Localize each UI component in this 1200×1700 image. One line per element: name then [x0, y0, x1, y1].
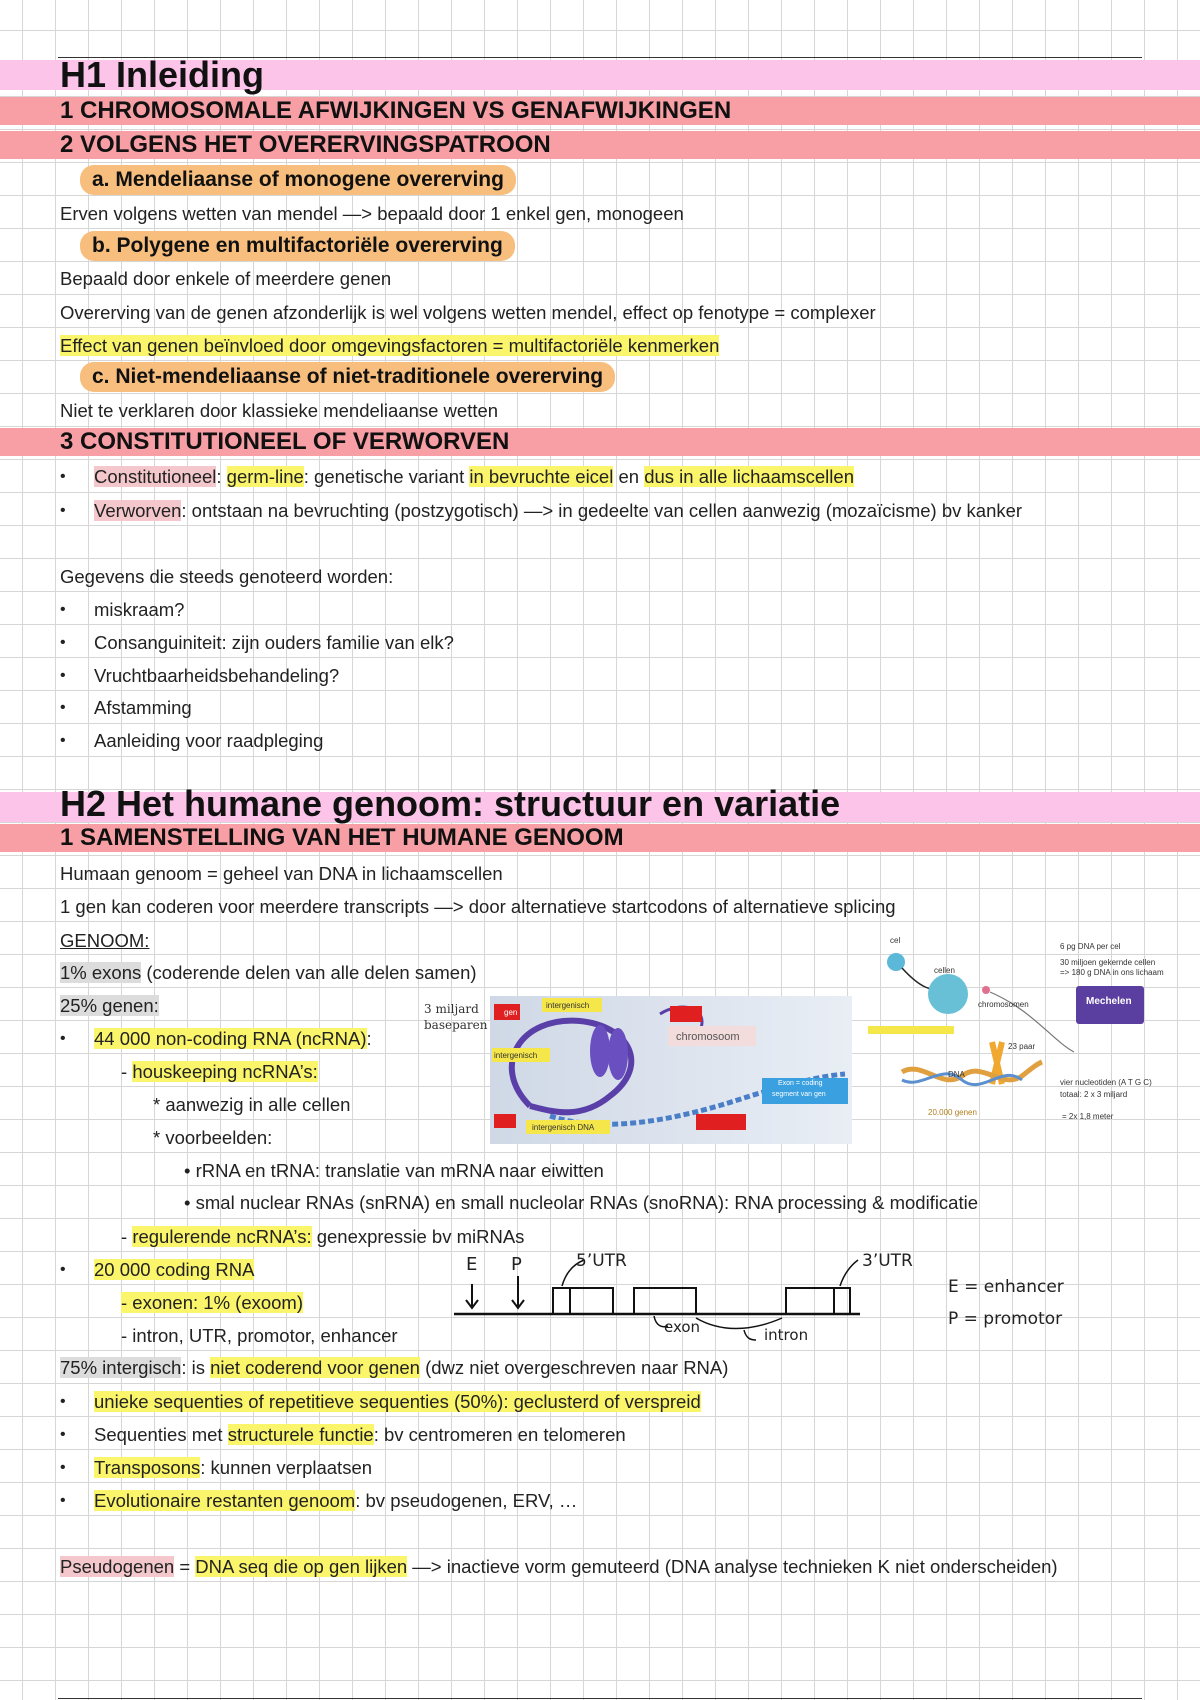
exons-line: 1% exons (coderende delen van alle delen samen) [60, 962, 477, 983]
figure-caption: baseparen [424, 1018, 488, 1032]
intergenic-tag: intergenisch [546, 1001, 590, 1010]
page-title-h2: H2 Het humane genoom: structuur en variatie [60, 783, 841, 824]
genes-label: 20.000 genen [928, 1108, 977, 1117]
gen-tag: gen [504, 1008, 518, 1017]
figure-caption: 3 miljard [424, 1002, 479, 1016]
bullet: • [60, 667, 66, 684]
bullet: • [60, 1459, 66, 1476]
bullet: • [60, 699, 66, 716]
section-heading-2: 2 VOLGENS HET OVERERVINGSPATROON [60, 131, 551, 158]
list-item: Afstamming [94, 697, 192, 718]
constitutioneel-line: Constitutioneel: germ-line: genetische variant in bevruchte eicel en dus in alle lichaamscellen [94, 466, 854, 487]
list-item: Consanguiniteit: zijn ouders familie van elk? [94, 632, 454, 653]
legend-enhancer: E = enhancer [948, 1277, 1064, 1297]
text-line [60, 333, 719, 359]
intron-label: intron [764, 1326, 809, 1344]
text-line: * aanwezig in alle cellen [153, 1094, 351, 1115]
text-line: Humaan genoom = geheel van DNA in lichaamscellen [60, 863, 503, 884]
highlight: in bevruchte eicel [469, 466, 614, 487]
pg-label: 6 pg DNA per cel [1060, 942, 1121, 951]
highlight: 20 000 coding RNA [94, 1259, 255, 1280]
intergenic-dna-tag: intergenisch DNA [532, 1123, 595, 1132]
ncrna-line: 44 000 non-coding RNA (ncRNA): [94, 1028, 372, 1049]
highlight: unieke sequenties of repetitieve sequenties (50%): geclusterd of verspreid [94, 1391, 701, 1412]
enhancer-mark: E [466, 1254, 478, 1275]
housekeeping-line: - houskeeping ncRNA’s: [121, 1061, 318, 1082]
highlight: dus in alle lichaamscellen [644, 466, 854, 487]
bullet: • [60, 502, 66, 519]
highlight: houskeeping ncRNA’s: [132, 1061, 318, 1082]
text-line: 1 gen kan coderen voor meerdere transcripts —> door alternatieve startcodons of alternatieve splicing [60, 896, 896, 917]
gegevens-title: Gegevens die steeds genoteerd worden: [60, 566, 394, 587]
meter-label: = 2x 1,8 meter [1062, 1112, 1114, 1121]
intergenisch-line: 75% intergisch: is niet coderend voor genen (dwz niet overgeschreven naar RNA) [60, 1357, 729, 1378]
bullet: • [60, 732, 66, 749]
bottom-rule [58, 1698, 1142, 1699]
highlight: niet coderend voor genen [210, 1357, 420, 1378]
exon-tag: Exon = coding [778, 1080, 823, 1087]
list-item [94, 1389, 701, 1415]
coding-line [94, 1257, 254, 1283]
subheading-b: b. Polygene en multifactoriële overerving [80, 231, 515, 261]
highlight: Effect van genen beïnvloed door omgevingsfactoren = multifactoriële kenmerken [60, 335, 720, 356]
list-item: Evolutionaire restanten genoom: bv pseudogenen, ERV, … [94, 1490, 578, 1511]
highlight: Transposons [94, 1457, 201, 1478]
highlight: structurele functie [227, 1424, 374, 1445]
subheading-a: a. Mendeliaanse of monogene overerving [80, 165, 516, 195]
cells-count-label: 30 miljoen gekernde cellen [1060, 958, 1156, 967]
section-heading-3: 3 CONSTITUTIONEEL OF VERWORVEN [60, 428, 510, 455]
chromosomes-label: chromosomen [978, 1000, 1029, 1009]
cell-dna-figure [862, 930, 1182, 1126]
bullet: • [60, 634, 66, 651]
cells-label: cellen [934, 966, 955, 975]
highlight: Evolutionaire restanten genoom [94, 1490, 356, 1511]
cell-label: cel [890, 936, 901, 945]
term-highlight: Constitutioneel [94, 466, 217, 487]
chromosome-tag: chromosoom [676, 1031, 740, 1043]
page-title-h1: H1 Inleiding [60, 54, 265, 95]
text-line: Overerving van de genen afzonderlijk is wel volgens wetten mendel, effect op fenotype = complexer [60, 302, 876, 323]
list-item: Transposons: kunnen verplaatsen [94, 1457, 373, 1478]
bullet: • [60, 601, 66, 618]
exon-label: exon [664, 1318, 701, 1336]
text-line: - intron, UTR, promotor, enhancer [121, 1325, 398, 1346]
list-item: Aanleiding voor raadpleging [94, 730, 324, 751]
text-line: Bepaald door enkele of meerdere genen [60, 268, 392, 289]
list-item: miskraam? [94, 599, 185, 620]
highlight: 44 000 non-coding RNA (ncRNA) [94, 1028, 367, 1049]
text-line: Erven volgens wetten van mendel —> bepaald door 1 enkel gen, monogeen [60, 203, 684, 224]
highlight: - exonen: 1% (exoom) [121, 1292, 304, 1313]
total-label: totaal: 2 x 3 miljard [1060, 1090, 1128, 1099]
subheading-c: c. Niet-mendeliaanse of niet-traditionele overerving [80, 362, 615, 392]
pairs-label: 23 paar [1008, 1042, 1036, 1051]
section-heading-1: 1 CHROMOSOMALE AFWIJKINGEN VS GENAFWIJKINGEN [60, 97, 732, 124]
bullet: • [60, 468, 66, 485]
highlight: 1% exons [60, 962, 142, 983]
term-highlight: Pseudogenen [60, 1556, 175, 1577]
text-line: * voorbeelden: [153, 1127, 273, 1148]
genen-line [60, 993, 159, 1019]
dna-label: DNA [948, 1070, 965, 1079]
bullet: • [60, 1393, 66, 1410]
verworven-line: Verworven: ontstaan na bevruchting (postzygotisch) —> in gedeelte van cellen aanwezig (mozaïcisme) bv kanker [94, 500, 1023, 521]
pseudogenen-line: Pseudogenen = DNA seq die op gen lijken —> inactieve vorm gemuteerd (DNA analyse technieken K niet onderscheiden) [60, 1556, 1058, 1577]
regulerende-line: - regulerende ncRNA’s: genexpressie bv miRNAs [121, 1226, 525, 1247]
text-line: • smal nuclear RNAs (snRNA) en small nucleolar RNAs (snoRNA): RNA processing & modificatie [184, 1192, 979, 1213]
utr5-label: 5’UTR [576, 1251, 627, 1271]
utr3-label: 3’UTR [862, 1251, 913, 1271]
bullet: • [60, 1492, 66, 1509]
highlight: DNA seq die op gen lijken [195, 1556, 408, 1577]
dna-mass-label: => 180 g DNA in ons lichaam [1060, 968, 1164, 977]
bullet: • [60, 1426, 66, 1443]
gene-structure-sketch [450, 1246, 1090, 1350]
highlight: 75% intergisch [60, 1357, 182, 1378]
highlight: germ-line [226, 466, 304, 487]
section-heading-h2-1: 1 SAMENSTELLING VAN HET HUMANE GENOOM [60, 824, 624, 851]
chromosome-figure [420, 996, 852, 1146]
exonen-line [121, 1290, 303, 1316]
term-highlight: Verworven [94, 500, 182, 521]
list-item: Sequenties met structurele functie: bv centromeren en telomeren [94, 1424, 626, 1445]
bullet: • [60, 1030, 66, 1047]
text-line: • rRNA en tRNA: translatie van mRNA naar eiwitten [184, 1160, 604, 1181]
exon-tag: segment van gen [772, 1091, 826, 1098]
intergenic-tag: intergenisch [494, 1051, 538, 1060]
highlight: regulerende ncRNA’s: [132, 1226, 312, 1247]
text-line: Niet te verklaren door klassieke mendeliaanse wetten [60, 400, 499, 421]
promoter-mark: P [511, 1254, 522, 1275]
brand-label: Mechelen [1086, 996, 1132, 1007]
highlight: 25% genen: [60, 995, 159, 1016]
nucleotide-label: vier nucleotiden (A T G C) [1060, 1078, 1152, 1087]
list-item: Vruchtbaarheidsbehandeling? [94, 665, 340, 686]
legend-promotor: P = promotor [948, 1309, 1063, 1329]
chromosome-illustration [490, 996, 852, 1144]
bullet: • [60, 1261, 66, 1278]
genoom-label: GENOOM: [60, 930, 150, 951]
